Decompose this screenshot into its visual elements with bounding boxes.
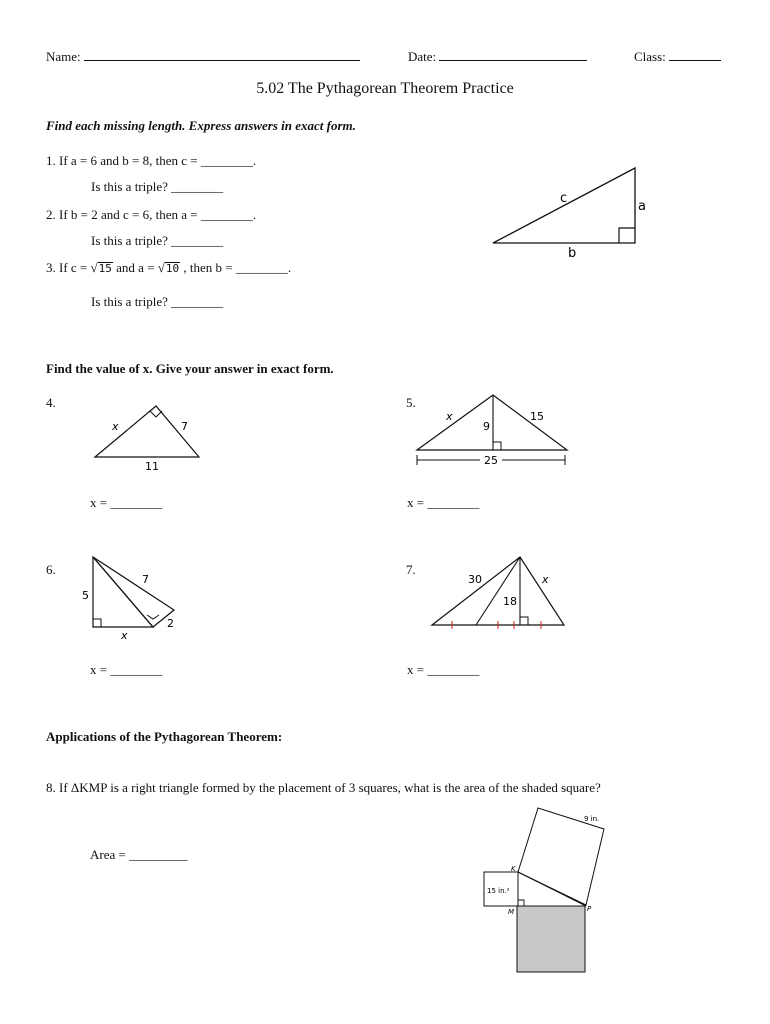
- question-3-triple: Is this a triple? ________: [91, 294, 224, 309]
- q5-label-base: 25: [484, 454, 498, 467]
- q4-label-x: x: [112, 420, 119, 433]
- question-7-number: 7.: [406, 562, 416, 577]
- name-label: [46, 48, 360, 65]
- q5-label-height: 9: [483, 420, 490, 433]
- q6-right-angle-bottom: [93, 619, 101, 627]
- right-triangle-diagram: [488, 162, 648, 262]
- page-title: 5.02 The Pythagorean Theorem Practice: [256, 80, 514, 97]
- label-k: K: [511, 865, 516, 873]
- q6-small-triangle: [93, 557, 174, 627]
- question-5-answer: x = ________: [407, 495, 480, 510]
- sqrt-symbol: √: [157, 260, 165, 275]
- class-label-text: Class:: [634, 49, 666, 64]
- question-7-answer: x = ________: [407, 662, 480, 677]
- question-3-prefix: 3. If c =: [46, 260, 91, 275]
- name-field[interactable]: [84, 48, 360, 61]
- class-field[interactable]: [669, 48, 721, 61]
- triangle-kmp: [518, 872, 586, 906]
- question-1: 1. If a = 6 and b = 8, then c = ________.: [46, 153, 257, 168]
- name-label-text: Name:: [46, 49, 81, 64]
- question-8-area: Area = _________: [90, 847, 188, 862]
- question-2: 2. If b = 2 and c = 6, then a = ________.: [46, 207, 257, 222]
- kmp-right-angle: [518, 900, 524, 906]
- sqrt-symbol: √: [90, 260, 98, 275]
- section2-instruction: Find the value of x. Give your answer in exact form.: [46, 361, 334, 376]
- label-m: M: [508, 908, 515, 916]
- q6-label-left: 5: [82, 589, 89, 602]
- date-label: [408, 48, 587, 65]
- question-8: 8. If ΔKMP is a right triangle formed by the placement of 3 squares, what is the area of the shaded square?: [46, 780, 601, 795]
- q6-label-hyp: 7: [142, 573, 149, 586]
- label-c: c: [560, 191, 568, 206]
- section3-heading: Applications of the Pythagorean Theorem:: [46, 729, 283, 744]
- question-1-triple: Is this a triple? ________: [91, 179, 224, 194]
- question-7-diagram: [428, 552, 568, 632]
- q6-label-small: 2: [167, 617, 174, 630]
- three-squares-diagram: [482, 805, 622, 975]
- class-label: [634, 48, 721, 65]
- question-3-a-radicand: 10: [165, 262, 180, 275]
- question-4-diagram: [90, 396, 210, 481]
- date-field[interactable]: [439, 48, 587, 61]
- q5-label-x: x: [446, 410, 453, 423]
- q6-right-angle-inner: [147, 615, 159, 619]
- question-6-diagram: [78, 553, 188, 643]
- question-4-number: 4.: [46, 395, 56, 410]
- q4-label-base: 11: [145, 460, 159, 473]
- q6-label-x: x: [121, 629, 128, 642]
- label-a: a: [638, 199, 646, 214]
- q4-label-side: 7: [181, 420, 188, 433]
- question-3: [46, 260, 291, 276]
- right-angle-mark: [619, 228, 635, 243]
- question-5-diagram: [412, 390, 572, 470]
- question-3-c-radicand: 15: [98, 262, 112, 275]
- label-b: b: [568, 246, 577, 261]
- question-3-middle: and a =: [112, 260, 158, 275]
- q5-label-side: 15: [530, 410, 544, 423]
- question-6-answer: x = ________: [90, 662, 163, 677]
- label-15-in-sq: 15 in.²: [487, 887, 510, 895]
- q7-label-height: 18: [503, 595, 517, 608]
- date-label-text: Date:: [408, 49, 437, 64]
- q7-label-x: x: [542, 573, 549, 586]
- shaded-square: [517, 906, 585, 972]
- section1-instruction: Find each missing length. Express answers in exact form.: [46, 118, 356, 133]
- q5-triangle: [417, 395, 567, 450]
- question-2-triple: Is this a triple? ________: [91, 233, 224, 248]
- q7-label-left: 30: [468, 573, 482, 586]
- q7-cevian: [476, 557, 520, 625]
- question-5-number: 5.: [406, 395, 416, 410]
- question-4-answer: x = ________: [90, 495, 163, 510]
- question-6-number: 6.: [46, 562, 56, 577]
- question-3-suffix: , then b = ________.: [180, 260, 292, 275]
- label-p: P: [587, 905, 592, 913]
- q5-right-angle: [493, 442, 501, 450]
- q7-right-angle: [520, 617, 528, 625]
- label-9-in: 9 in.: [584, 815, 600, 823]
